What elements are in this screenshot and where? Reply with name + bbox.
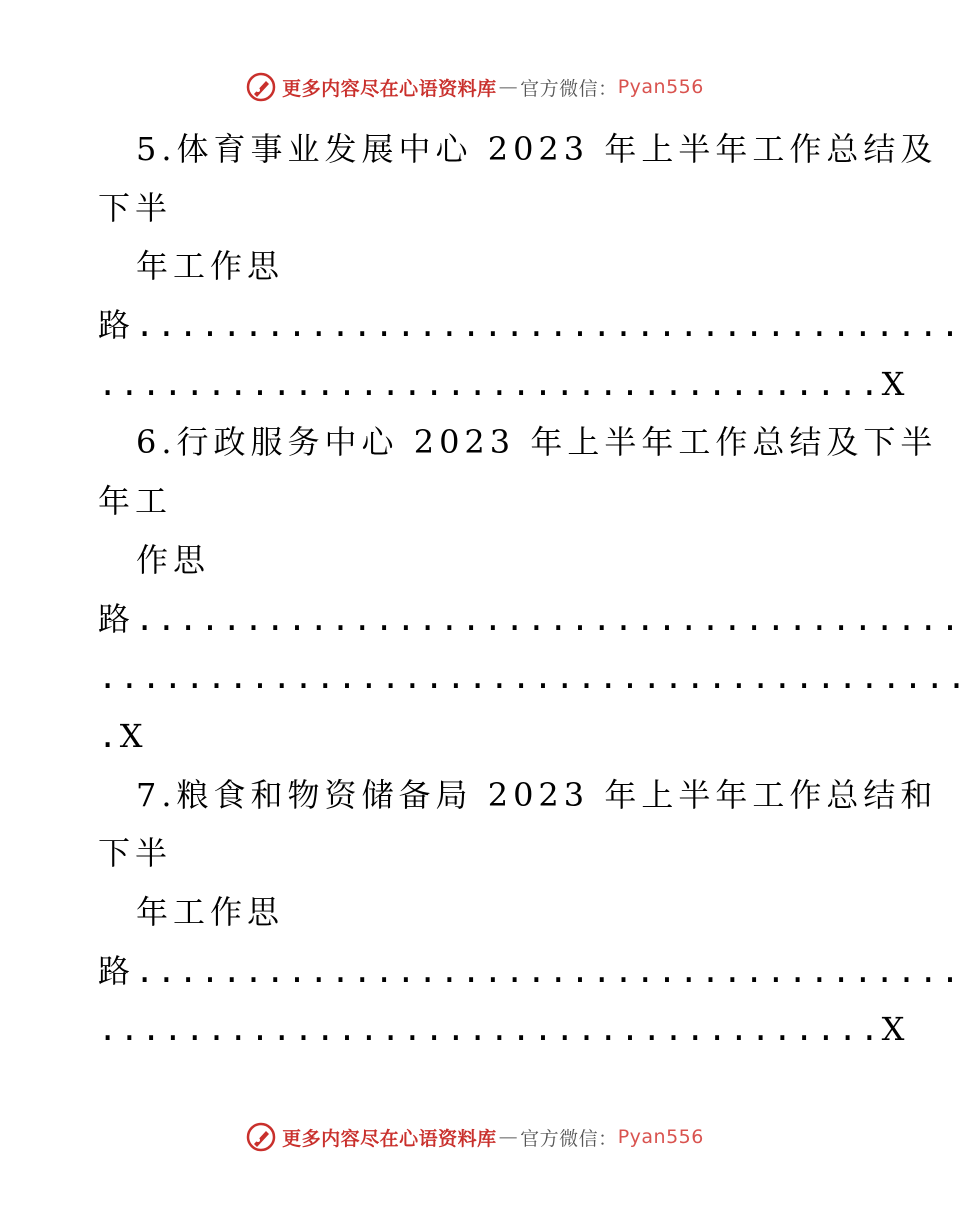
watermark-label: 官方微信： bbox=[520, 77, 618, 100]
toc-entry-continuation: 作思 bbox=[136, 540, 211, 579]
watermark-label: 官方微信： bbox=[520, 1127, 618, 1150]
toc-entry-lead: 路 bbox=[98, 951, 136, 990]
toc-dot-leader: .................................... bbox=[98, 1010, 882, 1049]
toc-entry-leader-line bbox=[98, 590, 963, 649]
watermark-separator: — bbox=[498, 1126, 519, 1148]
watermark-text: 更多内容尽在心语资料库 bbox=[282, 1127, 497, 1150]
toc-dot-leader: ...................................... bbox=[135, 951, 963, 990]
toc-dot-leader: ...................................... bbox=[135, 306, 963, 345]
toc-dot-leader: . bbox=[98, 716, 120, 755]
watermark-id: Pyan556 bbox=[617, 1126, 704, 1148]
footer-watermark bbox=[0, 1122, 950, 1152]
toc-entry-lead: 路 bbox=[98, 306, 136, 345]
toc-entry-leader-line bbox=[98, 355, 905, 414]
toc-entry-leader-line bbox=[98, 707, 858, 766]
toc-dot-leader: ...................................... bbox=[135, 599, 963, 638]
watermark-id: Pyan556 bbox=[617, 76, 704, 98]
pen-logo-icon bbox=[246, 72, 276, 102]
toc-entry-lead: 路 bbox=[98, 599, 136, 638]
watermark-text: 更多内容尽在心语资料库 bbox=[282, 77, 497, 100]
toc-page-number[interactable]: X bbox=[881, 364, 905, 403]
toc-entry-wrap: 下半 bbox=[98, 834, 173, 873]
toc-entry-leader-line bbox=[98, 648, 969, 707]
header-watermark bbox=[0, 72, 950, 102]
toc-entry-title[interactable]: 7.粮食和物资储备局 2023 年上半年工作总结和 bbox=[136, 775, 938, 814]
toc-entry-title[interactable]: 6.行政服务中心 2023 年上半年工作总结及下半 bbox=[136, 423, 938, 462]
toc-entry-leader-line bbox=[98, 1000, 905, 1059]
toc-entry-continuation: 年工作思 bbox=[136, 247, 285, 286]
toc-dot-leader: .................................... bbox=[98, 364, 882, 403]
toc-entry-title[interactable]: 5.体育事业发展中心 2023 年上半年工作总结及 bbox=[136, 130, 938, 168]
toc-entry-wrap: 下半 bbox=[98, 188, 173, 227]
toc-entry-leader-line bbox=[98, 296, 963, 355]
toc-page-number[interactable]: X bbox=[119, 716, 143, 755]
toc-entry-wrap: 年工 bbox=[98, 482, 173, 521]
toc-entry-continuation: 年工作思 bbox=[136, 892, 285, 931]
toc-content bbox=[98, 120, 969, 1059]
toc-entry-leader-line bbox=[98, 942, 963, 1001]
toc-page-number[interactable]: X bbox=[881, 1010, 905, 1049]
watermark-separator: — bbox=[498, 76, 519, 98]
pen-logo-icon bbox=[246, 1122, 276, 1152]
toc-dot-leader: ........................................ bbox=[98, 658, 969, 697]
